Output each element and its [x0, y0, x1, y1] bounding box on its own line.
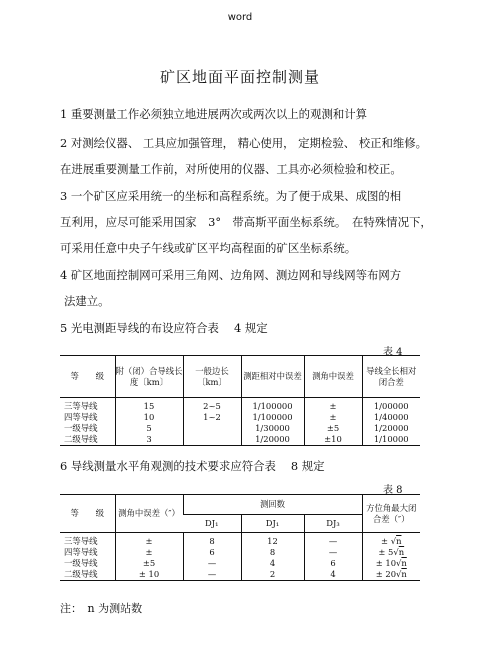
- table-cell: 8: [241, 547, 304, 558]
- table-4-header-angle-err: 测角中误差: [304, 356, 362, 398]
- table-4-header-length: 附（闭）合导线长度〔km〕: [115, 356, 183, 398]
- table-cell: 1~2: [183, 412, 241, 423]
- table-cell: 三等导线: [64, 536, 98, 547]
- paragraph-3-line-3: 可采用任意中央子午线或矿区平均高程面的矿区坐标系统。: [60, 241, 357, 255]
- table-cell: [362, 533, 420, 548]
- footnote: 注： n 为测站数: [60, 602, 143, 615]
- table-cell: —: [304, 533, 362, 548]
- table-cell: 4: [304, 569, 362, 581]
- table-cell: —: [183, 569, 241, 581]
- table-row: [60, 412, 420, 423]
- table-cell: 15: [115, 398, 183, 413]
- table-cell: ±: [304, 398, 362, 413]
- table-cell: 一级导线: [64, 558, 98, 569]
- paragraph-4-line-1: 4 矿区地面控制网可采用三角网、边角网、测边网和导线网等布网方: [60, 268, 402, 282]
- table-row: [60, 547, 420, 558]
- table-cell: 四等导线: [64, 547, 98, 558]
- closure-coefficient: ±: [381, 536, 389, 547]
- closure-coefficient: ± 20: [375, 569, 397, 580]
- table-8: [60, 494, 420, 581]
- table-8-header-dj2: DJ₁: [241, 515, 304, 533]
- table-cell: 1/10000: [362, 434, 420, 446]
- document-title: 矿区地面平面控制测量: [159, 68, 320, 86]
- closure-coefficient: ± 10: [375, 558, 397, 569]
- table-cell: ±5: [304, 423, 362, 434]
- table-cell: 二级导线: [60, 434, 115, 446]
- table-8-header-rounds: 测回数: [183, 495, 362, 515]
- table-4: [60, 355, 420, 446]
- table-4-header-dist-err: 测距相对中误差: [241, 356, 304, 398]
- table-8-header-dj1: DJ₁: [183, 515, 241, 533]
- paragraph-5: 5 光电测距导线的布设应符合表 4 规定: [60, 321, 268, 335]
- closure-variable: n: [401, 569, 407, 580]
- paragraph-3-line-1: 3 一个矿区应采用统一的坐标和高程系统。为了便于成果、成图的相: [60, 189, 402, 203]
- table-row: [60, 423, 420, 434]
- table-4-clip: [60, 355, 422, 451]
- table-cell: 8: [183, 533, 241, 548]
- closure-variable: n: [398, 547, 405, 558]
- table-row: [60, 434, 420, 446]
- table-8-header-grade: 等 级: [60, 495, 115, 533]
- table-cell: [183, 434, 241, 446]
- table-cell: 1/00000: [362, 398, 420, 413]
- table-cell: ±10: [304, 434, 362, 446]
- paragraph-2-line-2: 在进展重要测量工作前，对所使用的仪器、工具亦必须检验和校正。: [60, 162, 402, 176]
- table-cell: 2~5: [183, 398, 241, 413]
- table-cell: ± 10: [115, 569, 183, 581]
- table-4-header-grade: 等 级: [60, 356, 115, 398]
- closure-coefficient: ± 5: [378, 547, 394, 558]
- paragraph-6: 6 导线测量水平角观测的技术要求应符合表 8 规定: [60, 459, 325, 473]
- table-cell: [183, 423, 241, 434]
- table-row: [60, 558, 420, 569]
- sqrt-symbol-icon: √: [396, 569, 402, 580]
- table-row: [60, 533, 420, 548]
- table-cell: ±5: [115, 558, 183, 569]
- closure-variable: n: [401, 558, 407, 569]
- table-cell: 1/20000: [362, 423, 420, 434]
- table-cell: ±: [304, 412, 362, 423]
- table-cell: 6: [304, 558, 362, 569]
- table-cell: 二级导线: [60, 569, 115, 581]
- closure-variable: n: [396, 536, 402, 547]
- page-header: word: [227, 12, 253, 23]
- table-cell: 6: [183, 547, 241, 558]
- table-cell: 12: [241, 533, 304, 548]
- table-row: [60, 569, 420, 581]
- table-row: [60, 398, 420, 413]
- table-cell: 5: [115, 423, 183, 434]
- paragraph-4-line-2: 法建立。: [64, 294, 110, 308]
- table-cell: 1/100000: [241, 412, 304, 423]
- table-cell: 三等导线: [64, 401, 98, 412]
- table-cell: 1/30000: [241, 423, 304, 434]
- table-cell: ±: [115, 533, 183, 548]
- table-cell: 1/40000: [362, 412, 420, 423]
- table-cell: 一级导线: [64, 423, 98, 434]
- table-cell: 4: [241, 558, 304, 569]
- paragraph-2-line-1: 2 对测绘仪器、 工具应加强管理， 精心使用， 定期检验、 校正和维修。: [60, 136, 428, 150]
- sqrt-symbol-icon: √: [393, 547, 399, 558]
- sqrt-symbol-icon: √: [390, 536, 397, 547]
- table-cell: —: [304, 547, 362, 558]
- table-cell: 1/100000: [241, 398, 304, 413]
- table-4-header-side: 一般边长〔km〕: [183, 356, 241, 398]
- table-cell: 3: [115, 434, 183, 446]
- table-cell: 10: [115, 412, 183, 423]
- table-cell: [362, 558, 420, 569]
- table-4-header-closure: 导线全长相对闭合差: [362, 356, 420, 398]
- sqrt-symbol-icon: √: [396, 558, 402, 569]
- table-cell: [362, 569, 420, 581]
- table-8-header-closure: 方位角最大闭合差（″）: [362, 495, 420, 533]
- table-8-header-angle-err: 测角中误差（″）: [115, 495, 183, 533]
- paragraph-3-line-2: 互利用，应尽可能采用国家 3° 带高斯平面坐标系统。 在特殊情况下，: [60, 215, 432, 229]
- table-cell: 1/20000: [241, 434, 304, 446]
- table-8-header-dj3: DJ₃: [304, 515, 362, 533]
- table-cell: —: [183, 558, 241, 569]
- paragraph-1: 1 重要测量工作必须独立地进展两次或两次以上的观测和计算: [60, 107, 368, 121]
- table-cell: ±: [115, 547, 183, 558]
- table-cell: [362, 547, 420, 558]
- table-cell: 2: [241, 569, 304, 581]
- table-8-caption: 表 8: [383, 485, 403, 496]
- table-cell: 四等导线: [64, 412, 98, 423]
- table-4-caption: 表 4: [383, 347, 403, 358]
